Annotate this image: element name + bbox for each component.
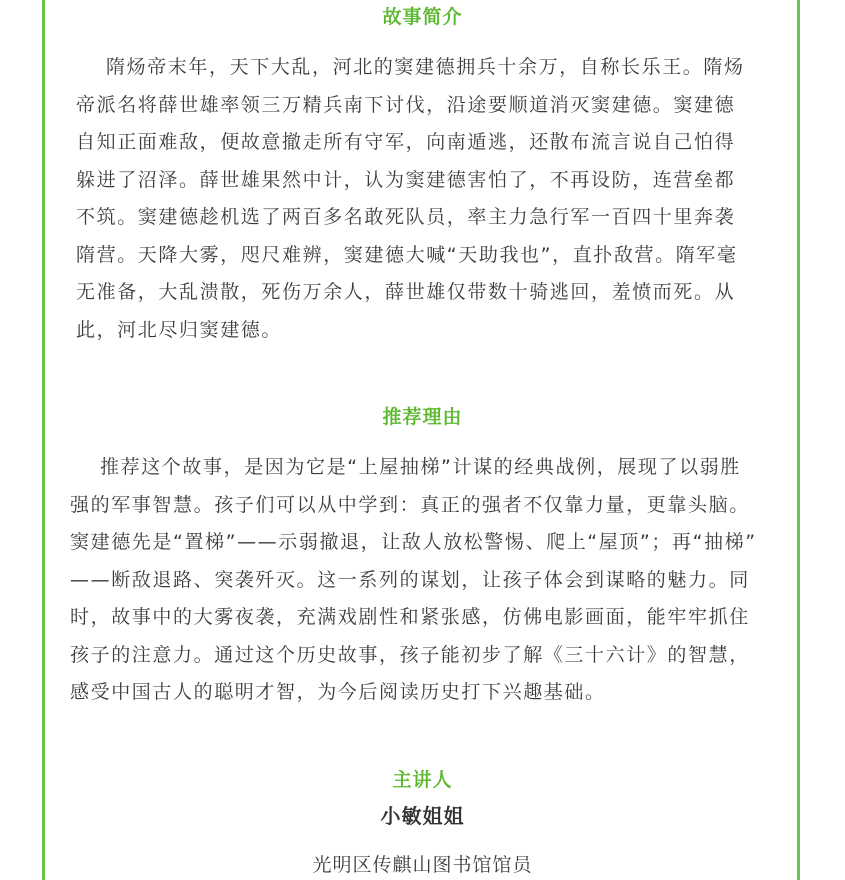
recommend-heading: 推荐理由 [382,406,463,428]
story-heading: 故事简介 [382,6,463,28]
recommend-line: 感受中国古人的聪明才智，为今后阅读历史打下兴趣基础。 [70,681,606,703]
story-line: 躲进了沼泽。薛世雄果然中计，认为窦建德害怕了，不再设防，连营垒都 [76,168,736,191]
presenter-heading: 主讲人 [392,769,453,791]
recommend-line: 强的军事智慧。孩子们可以从中学到：真正的强者不仅靠力量，更靠头脑。 [70,493,750,516]
story-line: 隋营。天降大雾，咫尺难辨，窦建德大喊“天助我也”，直扑敌营。隋军毫 [76,243,738,266]
story-line: 无准备，大乱溃散，死伤万余人，薛世雄仅带数十骑逃回，羞愤而死。从 [76,281,736,303]
story-line: 此，河北尽归窦建德。 [76,318,283,341]
story-line: 不筑。窦建德趁机选了两百多名敢死队员，率主力急行军一百四十里奔袭 [76,206,736,228]
story-line: 隋炀帝末年，天下大乱，河北的窦建德拥兵十余万，自称长乐王。隋炀 [106,56,745,78]
recommend-paragraph [70,449,776,712]
story-paragraph [76,49,770,349]
recommend-line: 时，故事中的大雾夜袭，充满戏剧性和紧张感，仿佛电影画面，能牢牢抓住 [70,606,750,628]
recommend-line: 孩子的注意力。通过这个历史故事，孩子能初步了解《三十六计》的智慧， [70,643,750,666]
presenter-title: 光明区传麒山图书馆馆员 [312,854,533,876]
recommend-line: 窦建德先是“置梯”——示弱撤退，让敌人放松警惕、爬上“屋顶”；再“抽梯” [70,531,757,553]
story-line: 自知正面难敌，便故意撤走所有守军，向南遁逃，还散布流言说自己怕得 [76,131,736,153]
recommend-line: ——断敌退路、突袭歼灭。这一系列的谋划，让孩子体会到谋略的魅力。同 [70,568,750,591]
presenter-name: 小敏姐姐 [380,804,465,828]
recommend-line: 推荐这个故事，是因为它是“上屋抽梯”计谋的经典战例，展现了以弱胜 [100,456,741,478]
story-line: 帝派名将薛世雄率领三万精兵南下讨伐，沿途要顺道消灭窦建德。窦建德 [76,93,736,116]
